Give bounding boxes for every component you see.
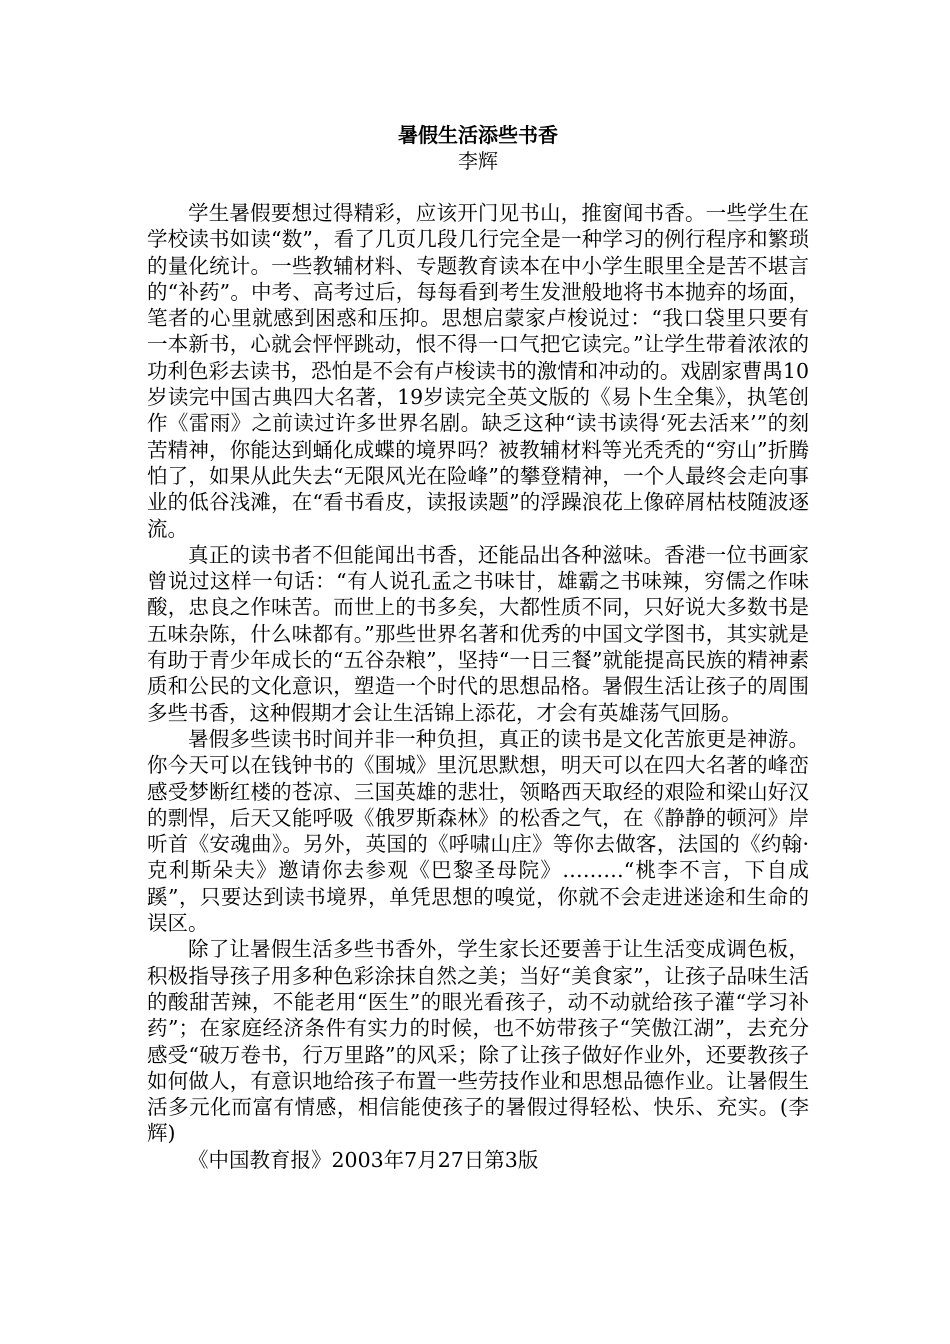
- article-body: [147, 200, 809, 1147]
- paragraph-2: 真正的读书者不但能闻出书香，还能品出各种滋味。香港一位书画家曾说过这样一句话：“有人说孔孟之书味甘，雄霸之书味辣，穷儒之作味酸，忠良之作味苦。而世上的书多矣，大都性质不同，只好说大多数书是五味杂陈，什么味都有。”那些世界名著和优秀的中国文学图书，其实就是有助于青少年成长的“五谷杂粮”，坚持“一日三餐”就能提高民族的精神素质和公民的文化意识，塑造一个时代的思想品格。暑假生活让孩子的周围多些书香，这种假期才会让生活锦上添花，才会有英雄荡气回肠。: [147, 542, 809, 725]
- source-citation: 《中国教育报》2003年7月27日第3版: [188, 1147, 539, 1172]
- article-author: 李辉: [458, 149, 498, 173]
- paragraph-1: 学生暑假要想过得精彩，应该开门见书山，推窗闻书香。一些学生在学校读书如读“数”，看了几页几段几行完全是一种学习的例行程序和繁琐的量化统计。一些教辅材料、专题教育读本在中小学生眼里全是苦不堪言的“补药”。中考、高考过后，每每看到考生发泄般地将书本抛弃的场面，笔者的心里就感到困惑和压抑。思想启蒙家卢梭说过：“我口袋里只要有一本新书，心就会怦怦跳动，恨不得一口气把它读完。”让学生带着浓浓的功利色彩去读书，恐怕是不会有卢梭读书的激情和冲动的。戏剧家曹禺10岁读完中国古典四大名著，19岁读完全英文版的《易卜生全集》，执笔创作《雷雨》之前读过许多世界名剧。缺乏这种“读书读得‘死去活来’”的刻苦精神，你能达到蛹化成蝶的境界吗？被教辅材料等光秃秃的“穷山”折腾怕了，如果从此失去“无限风光在险峰”的攀登精神，一个人最终会走向事业的低谷浅滩，在“看书看皮，读报读题”的浮躁浪花上像碎屑枯枝随波逐流。: [147, 201, 809, 541]
- document-page: [147, 122, 809, 1173]
- article-title: 暑假生活添些书香: [398, 123, 558, 147]
- paragraph-3: 暑假多些读书时间并非一种负担，真正的读书是文化苦旅更是神游。你今天可以在钱钟书的《围城》里沉思默想，明天可以在四大名著的峰峦感受梦断红楼的苍凉、三国英雄的悲壮，领略西天取经的艰险和梁山好汉的剽悍，后天又能呼吸《俄罗斯森林》的松香之气，在《静静的顿河》岸听首《安魂曲》。另外，英国的《呼啸山庄》等你去做客，法国的《约翰·克利斯朵夫》邀请你去参观《巴黎圣母院》………“桃李不言，下自成蹊”，只要达到读书境界，单凭思想的嗅觉，你就不会走进迷途和生命的误区。: [147, 726, 809, 936]
- paragraph-4: 除了让暑假生活多些书香外，学生家长还要善于让生活变成调色板，积极指导孩子用多种色彩涂抹自然之美；当好“美食家”，让孩子品味生活的酸甜苦辣，不能老用“医生”的眼光看孩子，动不动就给孩子灌“学习补药”；在家庭经济条件有实力的时候，也不妨带孩子“笑傲江湖”，去充分感受“破万卷书，行万里路”的风采；除了让孩子做好作业外，还要教孩子如何做人，有意识地给孩子布置一些劳技作业和思想品德作业。让暑假生活多元化而富有情感，相信能使孩子的暑假过得轻松、快乐、充实。(李辉): [147, 937, 809, 1146]
